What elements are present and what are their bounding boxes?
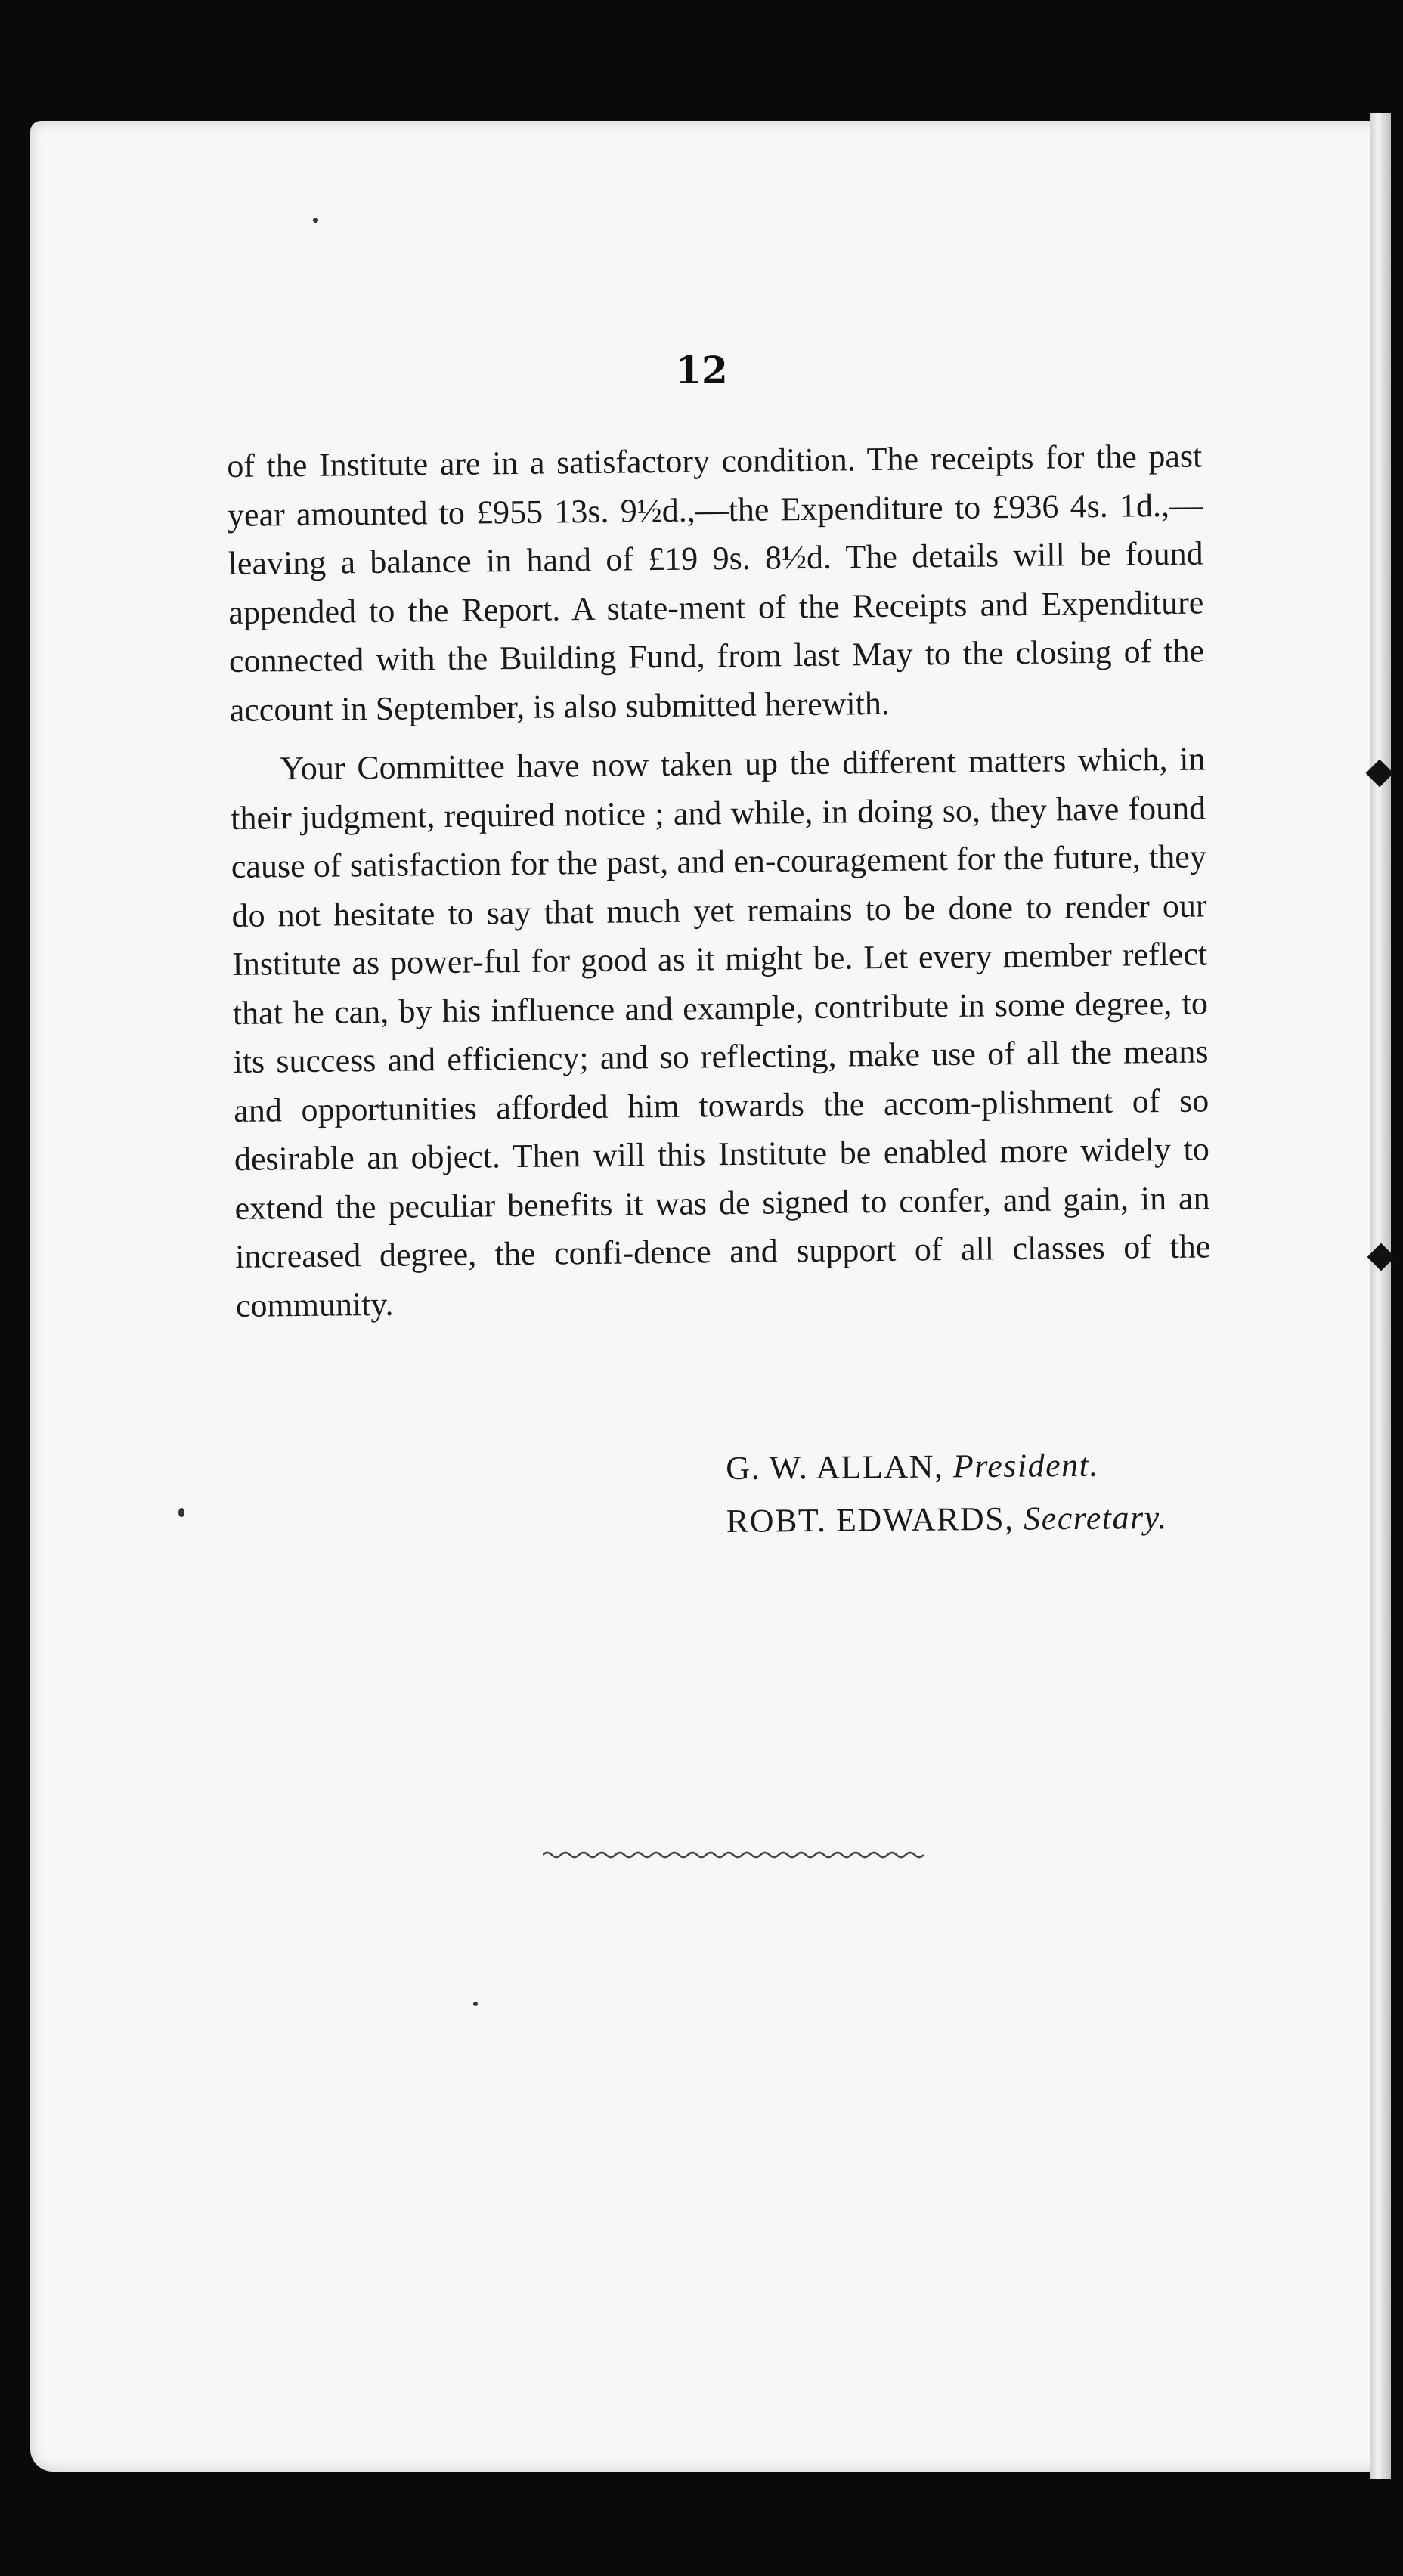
page-number: 12 [675,348,728,392]
signature-secretary [726,1491,1168,1548]
scan-speck [313,218,318,223]
signatory-role: President. [952,1446,1100,1485]
signatory-name: ROBT. EDWARDS, [726,1500,1024,1540]
decorative-wavy-rule [543,1850,928,1859]
signatory-name: G. W. ALLAN, [726,1447,954,1487]
paragraph-finances: of the Institute are in a satisfactory condition. The receipts for the past year amounted to £955 13s. 9½d.,—the Expenditure to £936 4s. 1d.,—leaving a balance in hand of £19 9s. 8½d. The details will be found appended to the Report. A state-ment of the Receipts and Expenditure connected with the Building Fund, from last May to the closing of the account in September, is also submitted herewith. [227,437,1205,729]
paragraph-committee: Your Committee have now taken up the different matters which, in their judgment, required notice ; and while, in doing so, they have found cause of satisfaction for the past, and en-couragement for the future, they do not hesitate to say that much yet remains to be done to render our Institute as power-ful for good as it might be. Let every member reflect that he can, by his influence and example, contribute in some degree, to its success and efficiency; and so reflecting, make use of all the means and opportunities afforded him towards the accom-plishment of so desirable an object. Then will this Institute be enabled more widely to extend the peculiar benefits it was de signed to confer, and gain, in an increased degree, the confi-dence and support of all classes of the community. [230,740,1211,1324]
signatory-role: Secretary. [1023,1498,1168,1537]
body-text [227,432,1211,1330]
signature-block [726,1438,1168,1548]
scan-speck [178,1508,184,1517]
page-right-edge [1370,113,1391,2479]
scan-speck [473,2002,478,2006]
signature-president [726,1438,1167,1495]
